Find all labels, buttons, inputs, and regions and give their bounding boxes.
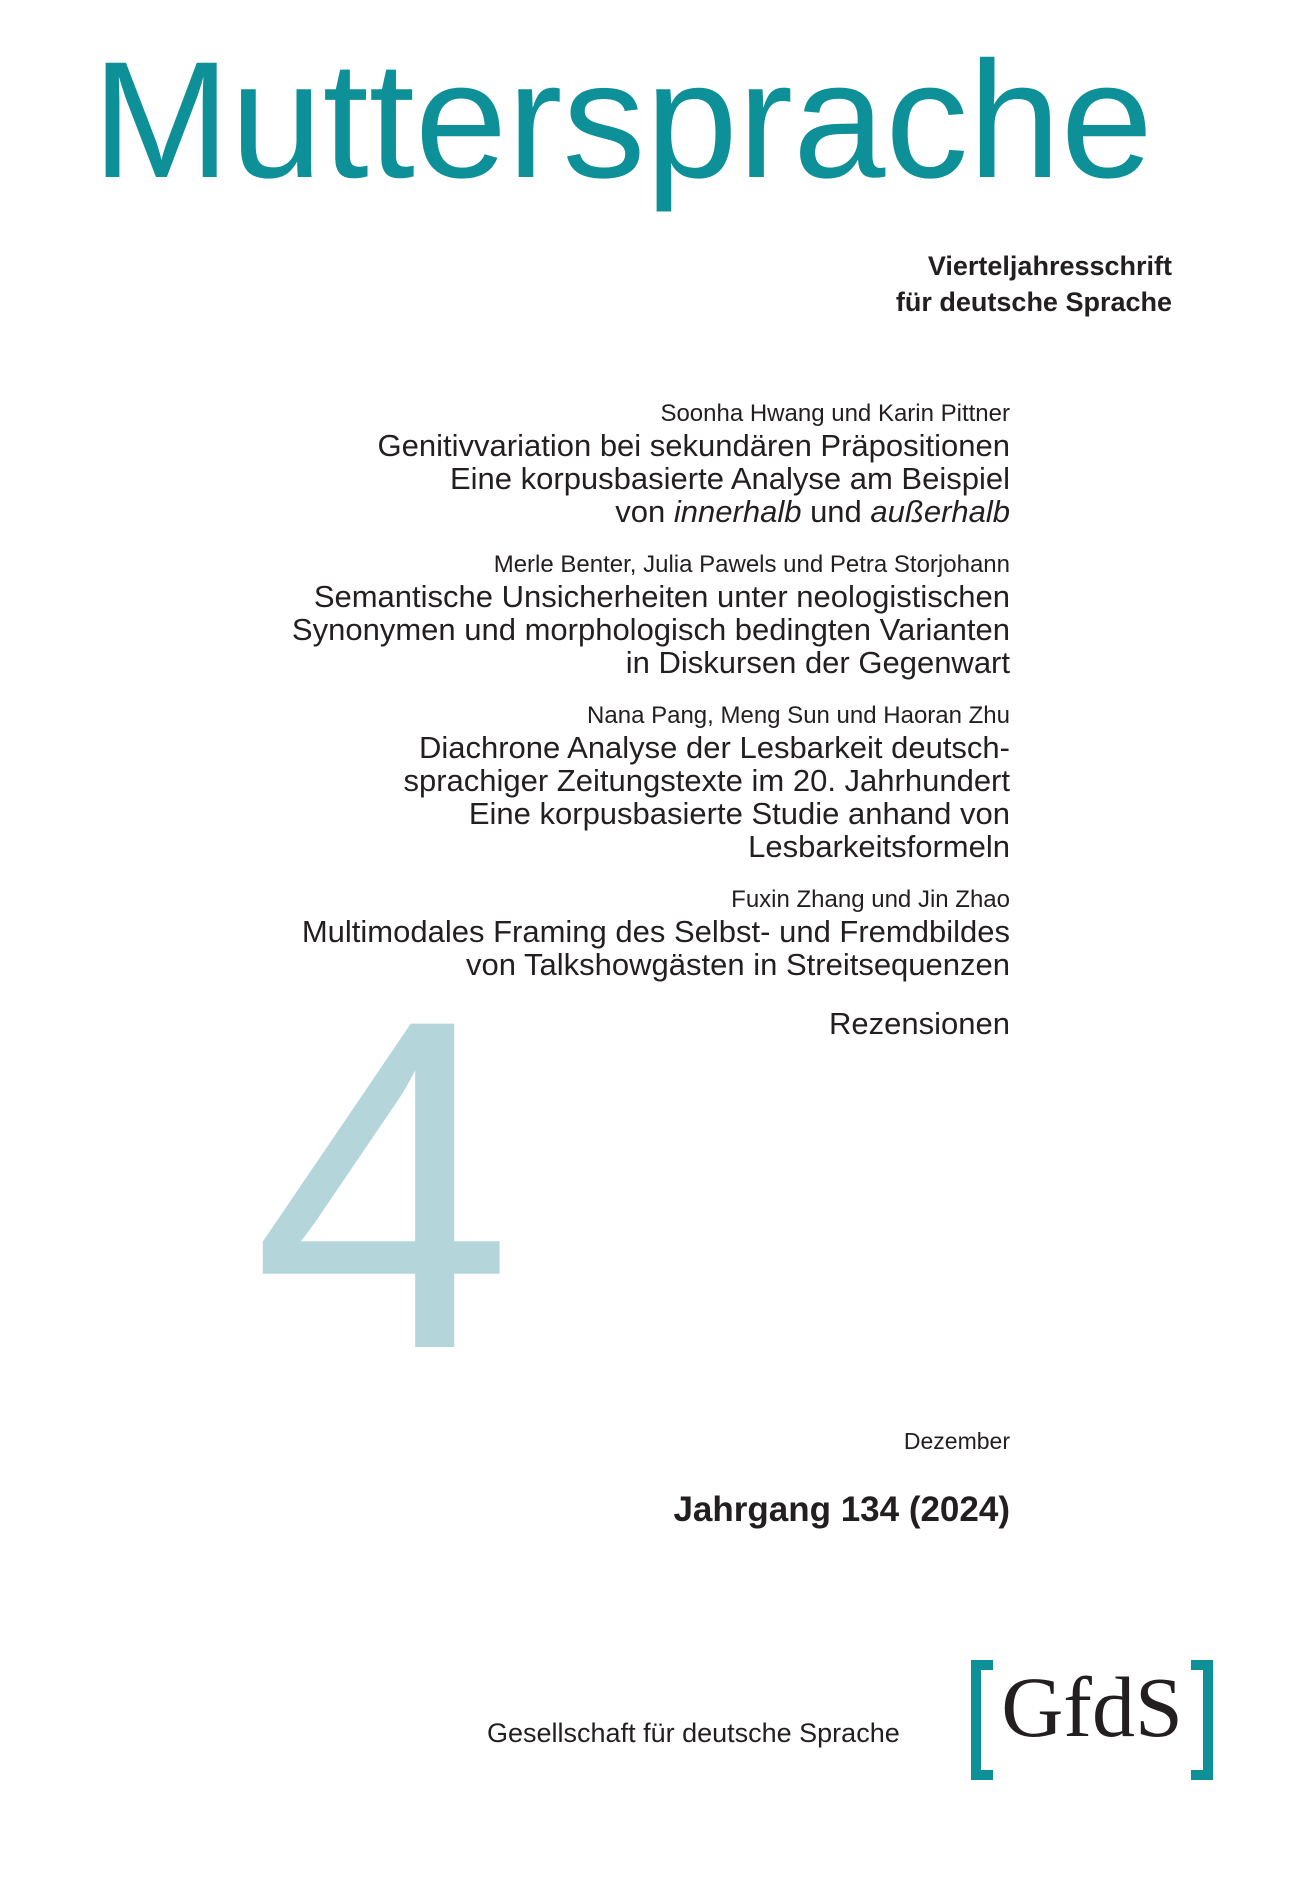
article-1 xyxy=(10,399,1010,528)
article-title-line: von Talkshowgästen in Streitsequenzen xyxy=(466,947,1010,982)
issue-volume: Jahrgang 134 (2024) xyxy=(673,1490,1010,1529)
gfds-logo xyxy=(971,1660,1213,1780)
logo-text: GfdS xyxy=(1001,1659,1183,1755)
issue-number: 4 xyxy=(252,922,514,1447)
article-authors: Fuxin Zhang und Jin Zhao xyxy=(731,886,1010,913)
article-title-line: sprachiger Zeitungstexte im 20. Jahrhundert xyxy=(403,763,1010,798)
article-title-line: Genitivvariation bei sekundären Präpositionen xyxy=(377,428,1010,463)
article-title-line: Eine korpusbasierte Analyse am Beispiel xyxy=(449,461,1010,496)
issue-month: Dezember xyxy=(903,1428,1010,1454)
article-title-line: in Diskursen der Gegenwart xyxy=(625,645,1010,680)
title-term-italic: außerhalb xyxy=(870,494,1010,529)
journal-title: Muttersprache xyxy=(92,28,1154,213)
table-of-contents xyxy=(10,399,1010,1041)
article-4 xyxy=(10,885,1010,981)
article-2 xyxy=(10,550,1010,679)
article-authors: Nana Pang, Meng Sun und Haoran Zhu xyxy=(587,702,1010,729)
title-text: und xyxy=(801,494,871,529)
article-title-line: Eine korpusbasierte Studie anhand von xyxy=(468,796,1010,831)
article-3 xyxy=(10,701,1010,863)
article-title-line: Multimodales Framing des Selbst- und Fremdbildes xyxy=(301,914,1010,949)
title-text: von xyxy=(615,494,674,529)
subtitle-line-1: Vierteljahresschrift xyxy=(927,251,1172,281)
article-title-line: Lesbarkeitsformeln xyxy=(748,829,1010,864)
article-title-line: Diachrone Analyse der Lesbarkeit deutsch- xyxy=(418,730,1010,765)
article-authors: Merle Benter, Julia Pawels und Petra Storjohann xyxy=(493,551,1010,578)
article-title-line: Synonymen und morphologisch bedingten Varianten xyxy=(291,612,1010,647)
article-title-line xyxy=(10,495,1010,528)
logo-right-bracket xyxy=(1191,1660,1213,1780)
article-title-line: Semantische Unsicherheiten unter neologistischen xyxy=(313,579,1010,614)
subtitle-line-2: für deutsche Sprache xyxy=(895,287,1172,317)
title-term-italic: innerhalb xyxy=(673,494,802,529)
publisher-name: Gesellschaft für deutsche Sprache xyxy=(487,1718,900,1748)
journal-subtitle xyxy=(896,248,1172,320)
article-authors: Soonha Hwang und Karin Pittner xyxy=(660,400,1010,427)
reviews-label: Rezensionen xyxy=(829,1006,1010,1041)
logo-left-bracket xyxy=(971,1660,993,1780)
